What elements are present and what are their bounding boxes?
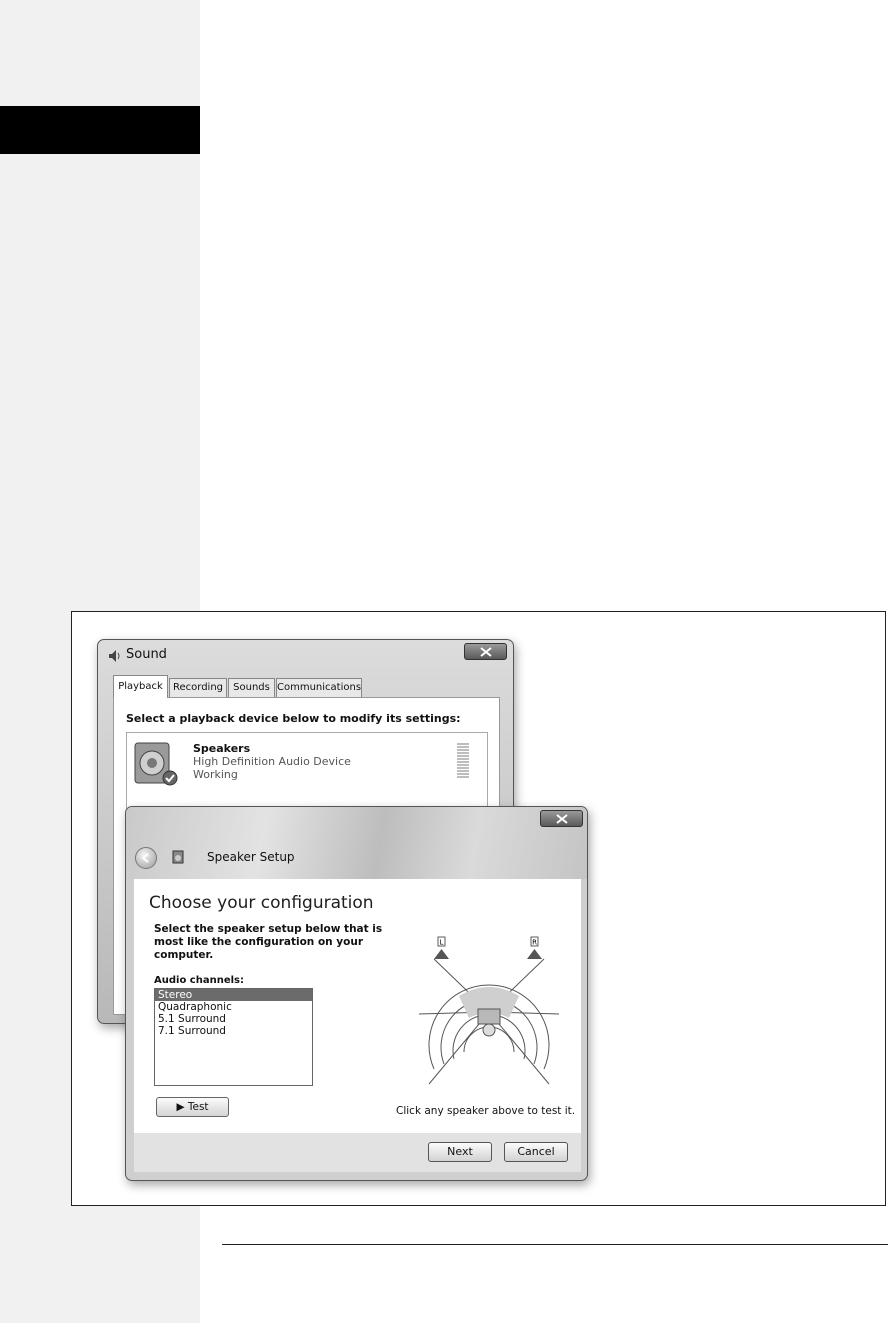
setup-window-title: Speaker Setup bbox=[207, 850, 295, 864]
audio-channels-listbox[interactable] bbox=[154, 988, 313, 1086]
volume-meter-segment bbox=[457, 773, 469, 775]
playback-instruction: Select a playback device below to modify its settings: bbox=[126, 712, 461, 725]
setup-content bbox=[134, 879, 581, 1133]
speaker-device-icon bbox=[133, 741, 179, 787]
volume-meter-segment bbox=[457, 743, 469, 745]
setup-footer bbox=[134, 1133, 581, 1172]
volume-meter-segment bbox=[457, 746, 469, 748]
channel-option-5-1-surround[interactable]: 5.1 Surround bbox=[158, 1013, 226, 1025]
page-rule bbox=[222, 1244, 888, 1245]
cancel-button[interactable]: Cancel bbox=[504, 1142, 568, 1162]
device-name: Speakers bbox=[193, 742, 251, 755]
sound-window-title: Sound bbox=[126, 647, 167, 662]
channel-option-7-1-surround[interactable]: 7.1 Surround bbox=[158, 1025, 226, 1037]
volume-meter-segment bbox=[457, 758, 469, 760]
volume-meter-segment bbox=[457, 755, 469, 757]
volume-meter-segment bbox=[457, 767, 469, 769]
speaker-icon bbox=[108, 648, 122, 667]
speaker-right[interactable] bbox=[527, 937, 542, 959]
sound-close-button[interactable] bbox=[464, 643, 507, 660]
audio-channels-label: Audio channels: bbox=[154, 975, 244, 986]
config-heading: Choose your configuration bbox=[149, 893, 374, 913]
device-status: Working bbox=[193, 768, 238, 781]
volume-meter bbox=[457, 743, 469, 779]
tab-communications[interactable]: Communications bbox=[276, 678, 362, 697]
next-button[interactable]: Next bbox=[428, 1142, 492, 1162]
chapter-tab bbox=[0, 106, 200, 154]
back-arrow-icon bbox=[140, 852, 152, 864]
tab-sounds[interactable]: Sounds bbox=[228, 678, 275, 697]
speaker-diagram bbox=[404, 934, 574, 1094]
close-icon bbox=[555, 814, 569, 824]
tab-playback[interactable]: Playback bbox=[113, 675, 168, 698]
volume-meter-segment bbox=[457, 749, 469, 751]
speaker-left[interactable] bbox=[434, 937, 449, 959]
back-button[interactable] bbox=[135, 847, 157, 869]
speaker-right-label: R bbox=[532, 938, 537, 947]
config-description: Select the speaker setup below that is most like the configuration on your computer. bbox=[154, 923, 383, 961]
listener-head bbox=[483, 1024, 495, 1036]
test-hint: Click any speaker above to test it. bbox=[396, 1105, 576, 1117]
speaker-setup-icon bbox=[172, 849, 184, 868]
test-button-label: Test bbox=[187, 1101, 209, 1113]
device-description: High Definition Audio Device bbox=[193, 755, 351, 768]
play-icon: ▶ bbox=[176, 1101, 185, 1113]
volume-meter-segment bbox=[457, 776, 469, 778]
close-icon bbox=[479, 647, 493, 657]
volume-meter-segment bbox=[457, 761, 469, 763]
speaker-setup-window bbox=[125, 806, 588, 1181]
channel-option-quadraphonic[interactable]: Quadraphonic bbox=[158, 1001, 232, 1013]
listener-chair bbox=[478, 1009, 500, 1024]
tab-recording[interactable]: Recording bbox=[169, 678, 227, 697]
test-button[interactable] bbox=[156, 1097, 229, 1117]
volume-meter-segment bbox=[457, 752, 469, 754]
setup-close-button[interactable] bbox=[540, 810, 583, 827]
speaker-left-label: L bbox=[439, 938, 444, 947]
volume-meter-segment bbox=[457, 770, 469, 772]
sound-title-bar[interactable] bbox=[98, 640, 513, 670]
channel-option-stereo[interactable]: Stereo bbox=[155, 989, 312, 1001]
setup-title-bar[interactable] bbox=[126, 807, 587, 879]
volume-meter-segment bbox=[457, 764, 469, 766]
